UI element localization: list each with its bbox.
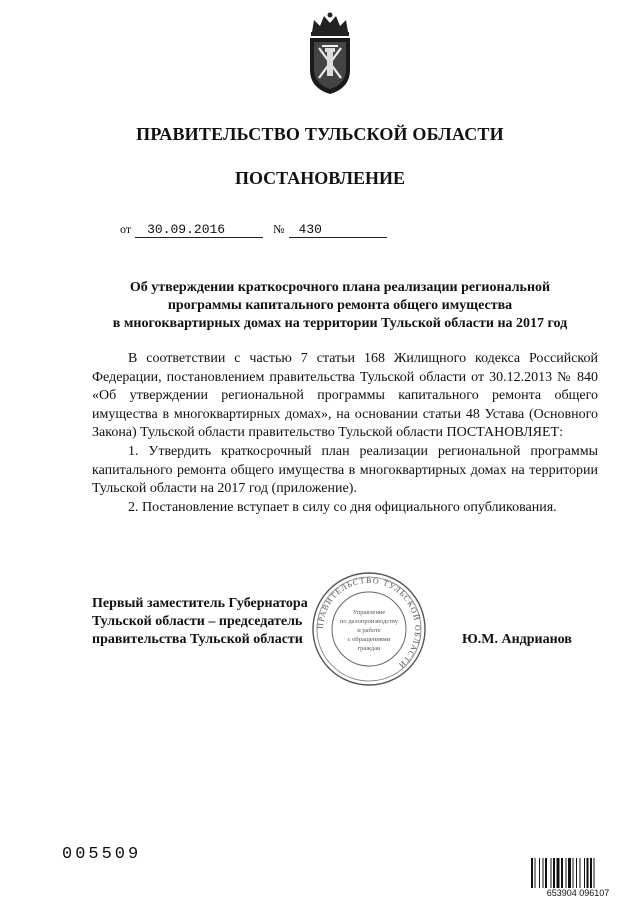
stamp-text: Управление [352,609,386,616]
signer-position-line: Тульской области – председатель [92,614,303,629]
stamp-text: граждан [357,645,381,652]
tula-coat-of-arms-icon [302,10,358,96]
document-number: 430 [289,222,387,238]
resolution-item-1: 1. Утвердить краткосрочный план реализации региональной программы капитального ремонта общего имущества в многоквартирных домах на территории Тульской области на 2017 год (приложение). [92,443,598,497]
signer-position [92,595,308,649]
stamp-ring-text: ПРАВИТЕЛЬСТВО ТУЛЬСКОЙ ОБЛАСТИ [315,575,423,671]
official-stamp [310,570,428,688]
document-subject [60,279,620,333]
subject-line: в многоквартирных домах на территории Тульской области на 2017 год [112,316,568,331]
government-title: ПРАВИТЕЛЬСТВО ТУЛЬСКОЙ ОБЛАСТИ [136,124,504,144]
number-prefix: № [273,222,285,236]
resolution-item-2: 2. Постановление вступает в силу со дня официального опубликования. [128,499,557,515]
document-date: 30.09.2016 [135,222,263,238]
subject-line: программы капитального ремонта общего имущества [167,298,513,313]
registration-line [120,222,387,238]
preamble-paragraph: В соответствии с частью 7 статьи 168 Жилищного кодекса Российской Федерации, постановлением правительства Тульской области от 30.12.2013 № 840 «Об утверждении региональной программы капитального ремонта общего имущества в многоквартирных домах», на основании статьи 48 Устава (Основного Закона) Тульской области правительство Тульской области ПОСТАНОВЛЯЕТ: [92,351,598,441]
signer-name: Ю.М. Андрианов [462,632,572,647]
document-type: ПОСТАНОВЛЕНИЕ [234,168,406,188]
stamp-text: с обращениями [347,636,391,643]
signer-position-line: Первый заместитель Губернатора [92,596,308,611]
document-body [92,350,598,517]
signer-position-line: правительства Тульской области [92,632,303,647]
barcode-digits: 653904 096107 [530,888,626,898]
registration-serial-number: 005509 [62,845,142,864]
subject-line: Об утверждении краткосрочного плана реализации региональной [129,280,551,295]
stamp-text: по делопроизводству [339,618,399,625]
stamp-text: и работе [357,627,381,634]
date-prefix: от [120,222,132,236]
